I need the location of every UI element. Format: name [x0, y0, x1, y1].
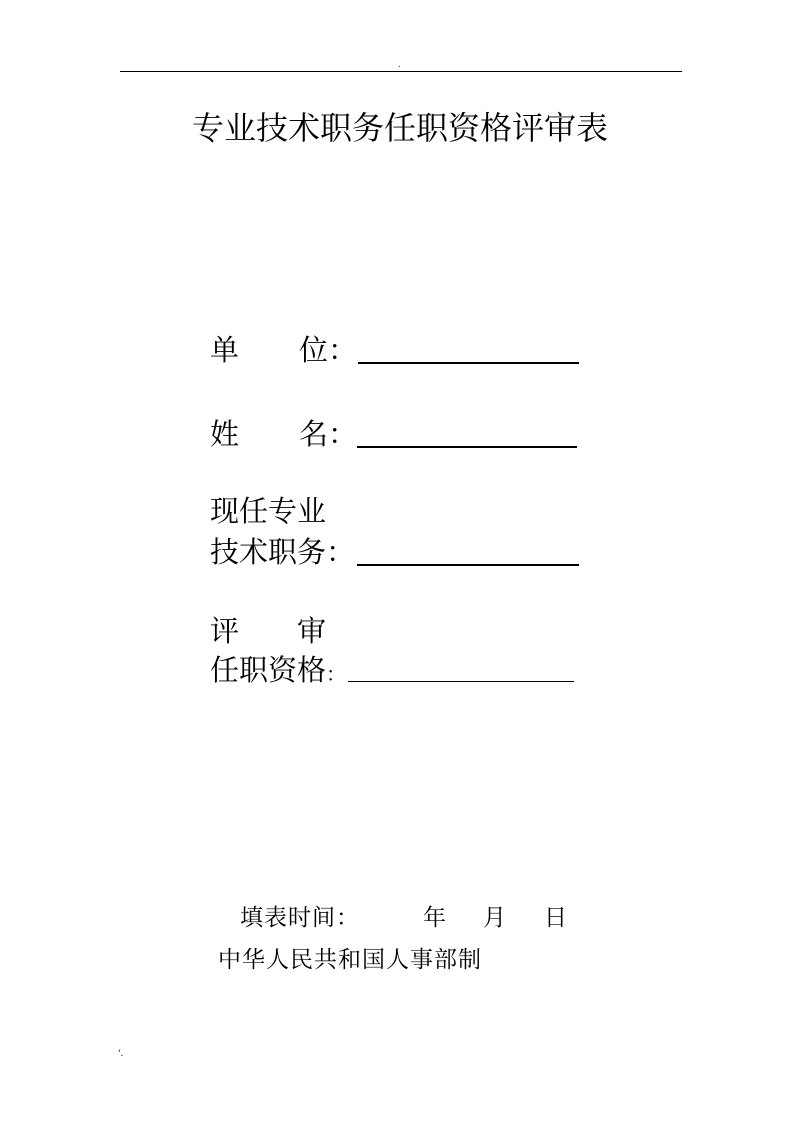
qualification-blank-line[interactable] [348, 681, 574, 682]
current-position-colon: ： [326, 535, 356, 569]
fill-date-label: 填表时间： [240, 905, 360, 931]
name-label-char-1: 姓 [210, 417, 240, 451]
header-mark: . [398, 60, 401, 69]
qualification-label-char-1: 评 [210, 614, 240, 648]
unit-label-char-1: 单 [210, 333, 240, 367]
qualification-label-line1 [210, 613, 326, 649]
name-colon: ： [328, 417, 358, 451]
fill-date-month: 月 [483, 905, 507, 931]
unit-label [210, 332, 328, 368]
fill-date-year: 年 [423, 905, 447, 931]
current-position-label-line2: 技术职务 [210, 535, 327, 569]
unit-blank-line[interactable] [358, 362, 579, 364]
qualification-label-char-2: 审 [296, 614, 326, 648]
document-title: 专业技术职务任职资格评审表 [191, 109, 608, 147]
qualification-colon: ： [326, 662, 346, 686]
unit-colon: ： [328, 333, 358, 367]
header-rule [120, 71, 682, 72]
current-position-blank-line[interactable] [357, 564, 579, 566]
issuer-text: 中华人民共和国人事部制 [218, 947, 482, 973]
fill-date-day: 日 [544, 905, 568, 931]
footer-corner-mark: '. [118, 1049, 124, 1059]
current-position-label-line1: 现任专业 [210, 494, 327, 528]
name-blank-line[interactable] [357, 446, 577, 448]
name-label-char-2: 名 [298, 417, 328, 451]
name-label [210, 416, 328, 452]
qualification-label-line2: 任职资格 [210, 653, 327, 687]
unit-label-char-2: 位 [298, 333, 328, 367]
